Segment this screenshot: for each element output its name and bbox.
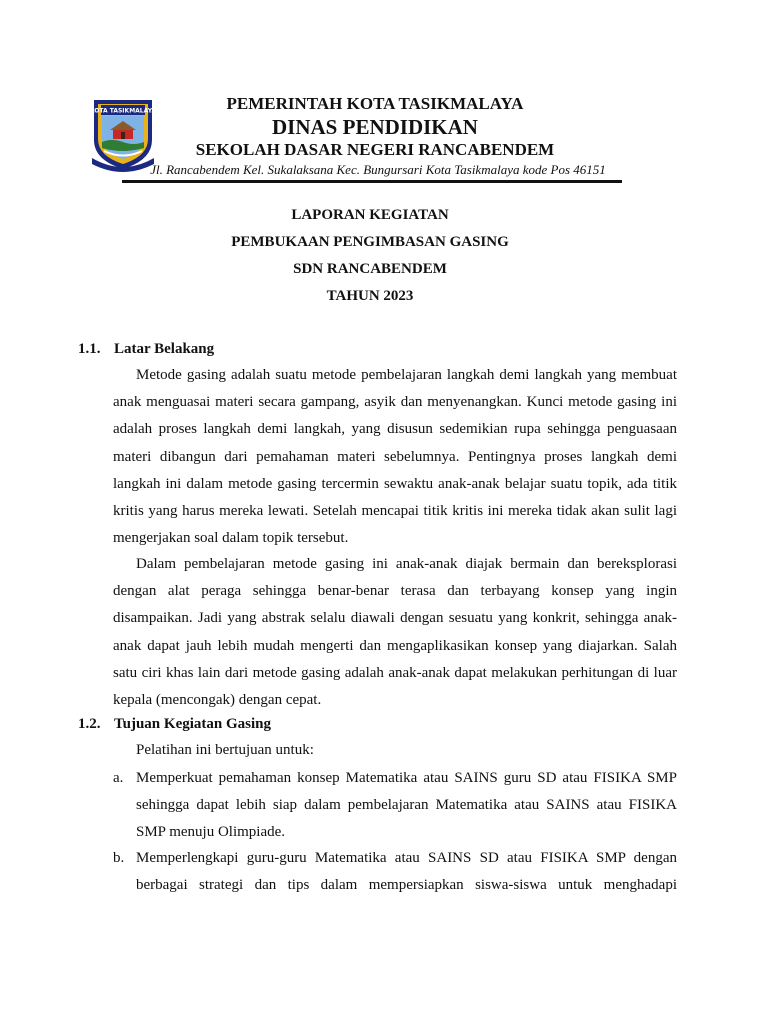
report-title: LAPORAN KEGIATAN (291, 207, 449, 223)
list-item-text: Memperlengkapi guru-guru Matematika atau SAINS SD atau FISIKA SMP dengan berbagai strategi dan tips dalam mempersiapkan siswa-siswa untuk menghadapi (136, 850, 677, 894)
svg-text:KOTA TASIKMALAYA: KOTA TASIKMALAYA (89, 107, 157, 115)
objectives-intro: Pelatihan ini bertujuan untuk: (136, 742, 314, 758)
section-heading-objectives (78, 716, 271, 733)
list-item (113, 845, 677, 899)
section-number: 1.1. (78, 341, 101, 357)
section-heading-background (78, 341, 214, 358)
letterhead-address: Jl. Rancabendem Kel. Sukalaksana Kec. Bungursari Kota Tasikmalaya kode Pos 46151 (150, 162, 606, 177)
list-marker: a. (113, 770, 124, 786)
section-title: Tujuan Kegiatan Gasing (114, 716, 271, 732)
report-school: SDN RANCABENDEM (293, 261, 447, 277)
paragraph-background-1: Metode gasing adalah suatu metode pembelajaran langkah demi langkah yang membuat anak menguasai materi secara gampang, asyik dan menyenangkan. Kunci metode gasing ini adalah proses langkah demi langkah, yang disusun sedemikian rupa sehingga penguasaan materi dibangun dari pemahaman materi sebelumnya. Pentingnya proses langkah demi langkah ini dalam metode gasing tercermin sewaktu anak-anak belajar suatu topik, ada titik kritis yang harus mereka lewati. Setelah mencapai titik kritis ini mereka tidak akan sulit lagi mengerjakan soal dalam topik tersebut. (113, 367, 677, 547)
letterhead-school: SEKOLAH DASAR NEGERI RANCABENDEM (195, 140, 555, 159)
list-item (113, 765, 677, 847)
list-item-text: Memperkuat pemahaman konsep Matematika atau SAINS guru SD atau FISIKA SMP sehingga dapat lebih siap dalam pembelajaran Matematika atau SAINS atau FISIKA SMP menuju Olimpiade. (136, 770, 677, 841)
letterhead-department: DINAS PENDIDIKAN (272, 115, 478, 139)
report-subtitle: PEMBUKAAN PENGIMBASAN GASING (231, 234, 509, 250)
report-year: TAHUN 2023 (326, 288, 414, 304)
letterhead-divider (122, 180, 622, 183)
section-number: 1.2. (78, 716, 101, 732)
section-title: Latar Belakang (114, 341, 215, 357)
paragraph-background-2: Dalam pembelajaran metode gasing ini anak-anak diajak bermain dan bereksplorasi dengan alat peraga sehingga benar-benar terasa dan terbayang konsep yang ingin disampaikan. Jadi yang abstrak selalu diawali dengan sesuatu yang konkrit, sehingga anak-anak dapat jauh lebih mudah mengerti dan mengaplikasikan konsep yang diajarkan. Salah satu ciri khas lain dari metode gasing adalah anak-anak dapat melakukan perhitungan di luar kepala (mencongak) dengan cepat. (113, 556, 677, 709)
letterhead-government: PEMERINTAH KOTA TASIKMALAYA (226, 94, 524, 113)
list-marker: b. (113, 850, 125, 866)
